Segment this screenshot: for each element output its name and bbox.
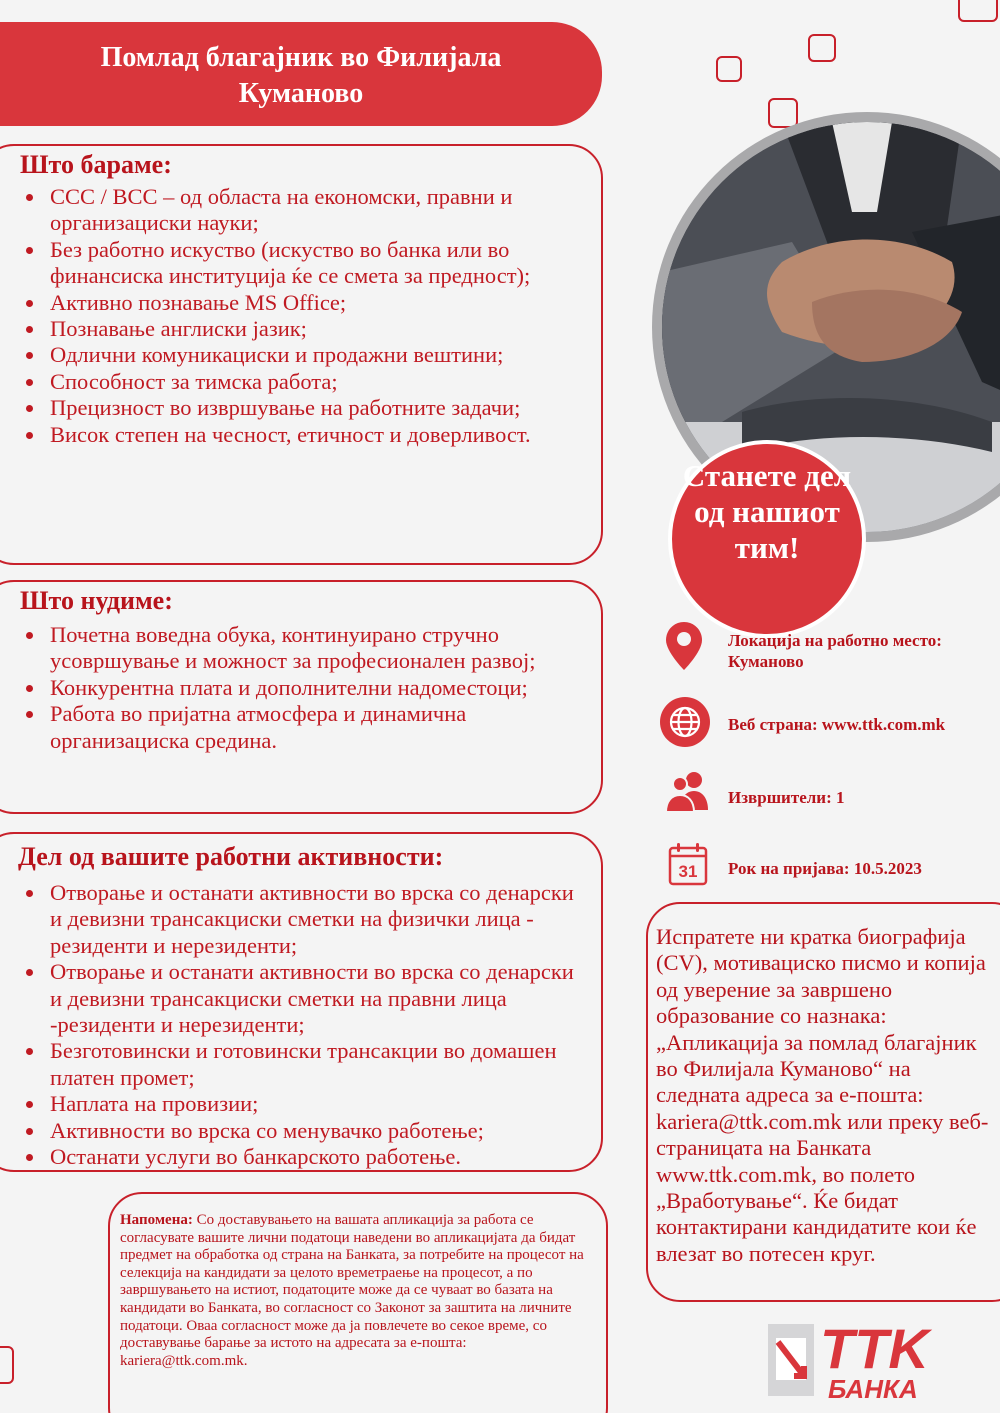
location-value: Куманово — [728, 652, 804, 671]
join-team-badge — [668, 440, 866, 638]
list-item: Наплата на провизии; — [20, 1091, 580, 1117]
positions-info: Извршители: 1 — [728, 788, 845, 807]
location-label: Локација на работно место: — [728, 631, 942, 650]
list-item: Конкурентна плата и дополнителни надоместоци; — [20, 675, 580, 701]
list-item: ССС / ВСС – од областа на економски, правни и организациски науки; — [20, 184, 580, 237]
list-item: Работа во пријатна атмосфера и динамична организациска средина. — [20, 701, 580, 754]
requirements-heading: Што бараме: — [20, 150, 172, 179]
page-title — [0, 22, 602, 126]
location-info — [728, 630, 942, 672]
decor-square — [0, 1346, 14, 1384]
join-team-text: Станете дел од нашиот тим! — [682, 458, 852, 565]
list-item: Познавање англиски јазик; — [20, 316, 580, 342]
list-item: Висок степен на чесност, етичност и доверливост. — [20, 422, 580, 448]
logo-brand: TTK — [820, 1318, 929, 1380]
list-item: Прецизност во извршување на работните задачи; — [20, 395, 580, 421]
deadline-info: Рок на пријава: 10.5.2023 — [728, 859, 922, 878]
apply-text: Испратете ни кратка биографија (CV), мотивациско писмо и копија од уверение за завршено образование со назнака: „Апликација за помлад благајник во Филијала Куманово“ на следната адреса за е-пошта: kariera@ttk.com.mk или преку веб-страницата на Банката www.ttk.com.mk, во полето „Вработување“. Ќе бидат контактирани кандидатите кои ќе влезат во потесен круг. — [656, 924, 989, 1266]
list-item: Активно познавање MS Office; — [20, 290, 580, 316]
calendar-day: 31 — [678, 862, 698, 881]
list-item: Отворање и останати активности во врска со денарски и девизни трансакциски сметки на физички лица - резиденти и нерезиденти; — [20, 880, 580, 959]
people-icon — [666, 770, 710, 812]
location-pin-icon — [666, 622, 702, 670]
list-item: Отворање и останати активности во врска со денарски и девизни трансакциски сметки на правни лица -резиденти и нерезиденти; — [20, 959, 580, 1038]
activities-heading: Дел од вашите работни активности: — [18, 842, 444, 871]
activities-list — [20, 880, 580, 1170]
list-item: Почетна воведна обука, континуирано стручно усовршување и можност за професионален развој; — [20, 622, 580, 675]
offers-list — [20, 622, 580, 754]
decor-square — [808, 34, 836, 62]
note-label: Напомена: — [120, 1212, 193, 1228]
globe-icon — [660, 697, 710, 747]
decor-square — [958, 0, 998, 22]
list-item: Одлични комуникациски и продажни вештини; — [20, 342, 580, 368]
list-item: Останати услуги во банкарското работење. — [20, 1144, 580, 1170]
website-info: Веб страна: www.ttk.com.mk — [728, 715, 946, 734]
logo-sub: БАНКА — [828, 1374, 918, 1402]
offers-heading: Што нудиме: — [20, 586, 173, 615]
list-item: Способност за тимска работа; — [20, 369, 580, 395]
note-text — [120, 1212, 590, 1370]
calendar-icon — [668, 842, 708, 886]
decor-square — [768, 98, 798, 128]
list-item: Без работно искуство (искуство во банка или во финансиска институција ќе се смета за предност); — [20, 237, 580, 290]
ttk-bank-logo — [768, 1318, 968, 1402]
list-item: Активности во врска со менувачко работење; — [20, 1118, 580, 1144]
note-body: Со доставувањето на вашата апликација за работа се согласувате вашите лични податоци наведени во апликацијата да бидат предмет на обработка од страна на Банката, за потребите на процесот на селекција на кандидати за целото времетраење на процесот, а по завршувањето на истиот, податоците може да се чуваат во базата на кандидати во Банката, во согласност со Законот за заштита на личните податоци. Оваа согласност може да ја повлечете во секое време, со доставување барање за истото на адресата за е-пошта: kariera@ttk.com.mk. — [120, 1212, 584, 1369]
decor-square — [716, 56, 742, 82]
page-title-text: Помлад благајник во Филијала Куманово — [100, 42, 502, 109]
list-item: Безготовински и готовински трансакции во домашен платен промет; — [20, 1038, 580, 1091]
requirements-list — [20, 184, 580, 448]
